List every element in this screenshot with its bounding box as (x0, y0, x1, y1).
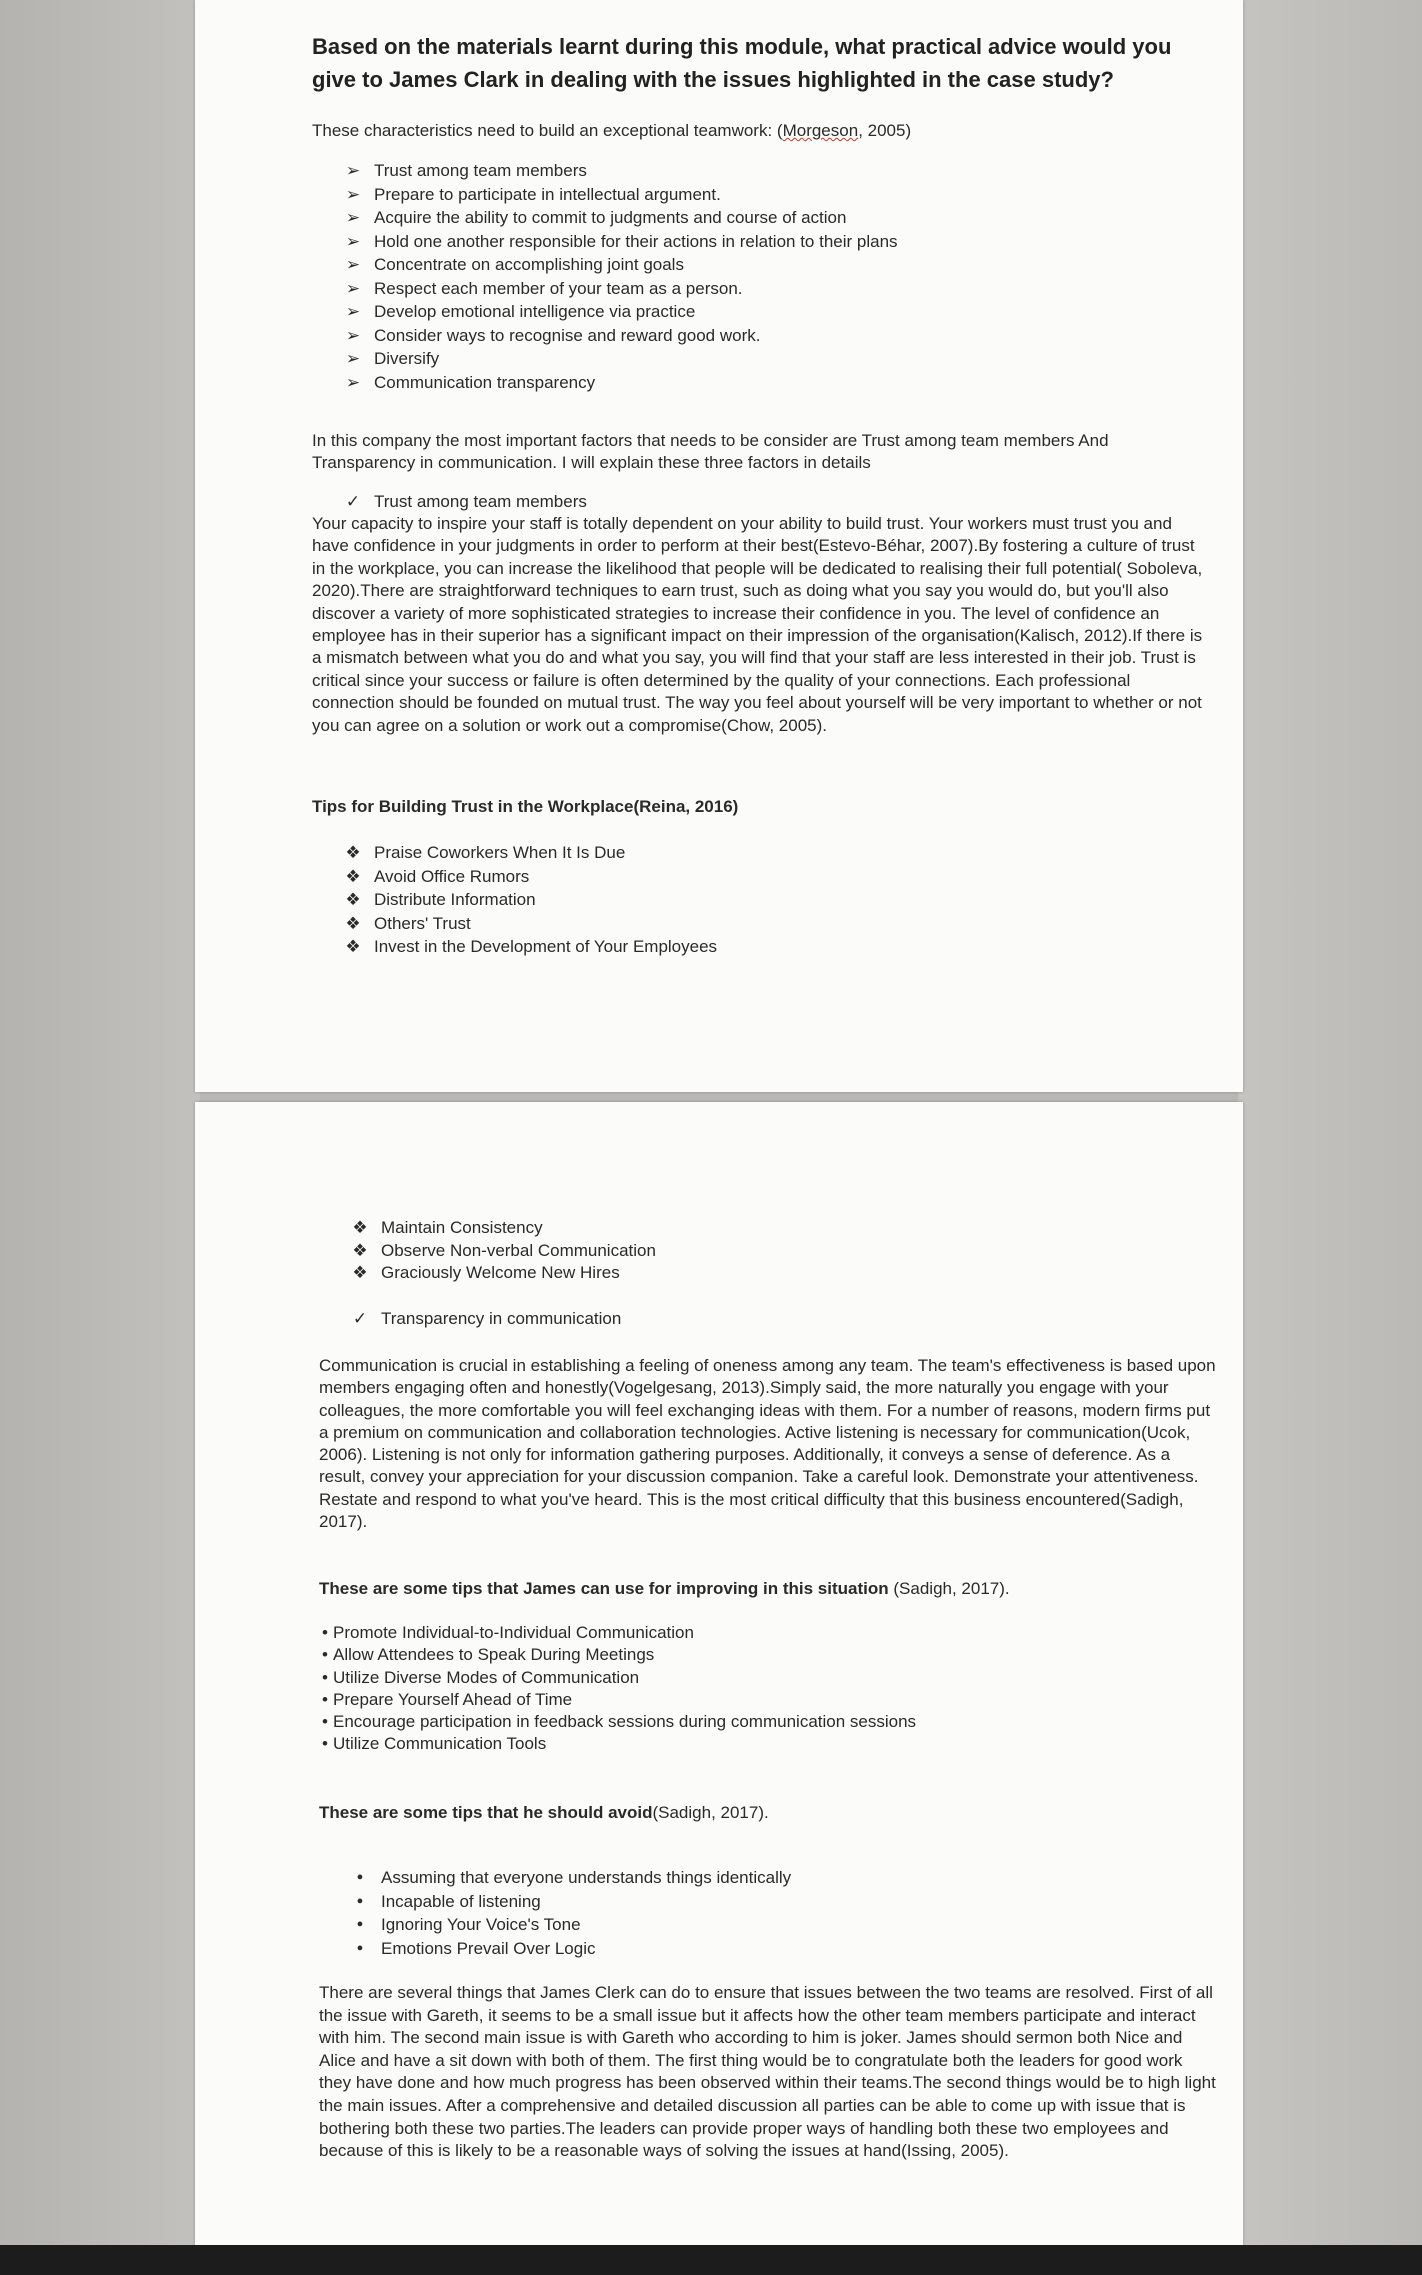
list-item: ➢ Prepare to participate in intellectual argument. (312, 183, 1212, 207)
background-right (1238, 0, 1422, 2275)
list-item: ● Emotions Prevail Over Logic (319, 1937, 1219, 1961)
document-page-2 (195, 1102, 1243, 2245)
list-item: ➢ Communication transparency (312, 371, 1212, 395)
trust-tips-list (312, 841, 1212, 959)
list-item: ➢ Trust among team members (312, 159, 1212, 183)
diamond-bullet-icon: ❖ (352, 1240, 368, 1260)
list-item: ❖ Others' Trust (312, 912, 1212, 936)
round-bullet-icon: ● (356, 1871, 364, 1883)
diamond-bullet-icon: ❖ (345, 937, 361, 956)
list-item: ❖ Avoid Office Rumors (312, 865, 1212, 889)
list-item: ● Ignoring Your Voice's Tone (319, 1913, 1219, 1937)
round-bullet-icon: ● (356, 1918, 364, 1930)
transparency-subheading: ✓ Transparency in communication (319, 1308, 1219, 1330)
bullet-icon: • (322, 1645, 328, 1665)
list-item: • Utilize Communication Tools (319, 1733, 1219, 1755)
trust-paragraph: Your capacity to inspire your staff is totally dependent on your ability to build trust. Your workers must trust you and have confidence in your judgments in order to perform at their best(Estevo-Béhar, 2007).By fostering a culture of trust in the workplace, you can increase the likelihood that people will be dedicated to realising their full potential( Soboleva, 2020).There are straightforward techniques to earn trust, such as doing what you say you would do, but you'll also discover a variety of more sophisticated strategies to increase their confidence in you. The level of confidence an employee has in their superior has a significant impact on their impression of the organisation(Kalisch, 2012).If there is a mismatch between what you do and what you say, you will find that your staff are less interested in their job. Trust is critical since your success or failure is often determined by the quality of your connections. Each professional connection should be founded on mutual trust. The way you feel about yourself will be very important to whether or not you can agree on a solution or work out a compromise(Chow, 2005). (312, 514, 1203, 735)
round-bullet-icon: ● (356, 1941, 364, 1954)
characteristics-list (312, 159, 1212, 394)
checkmark-icon: ✓ (345, 492, 361, 511)
document-page-1 (195, 0, 1243, 1092)
list-item: • Promote Individual-to-Individual Communication (319, 1622, 1219, 1644)
bullet-icon: • (322, 1667, 328, 1687)
improve-tips-heading: These are some tips that James can use for improving in this situation (Sadigh, 2017). (319, 1579, 1010, 1598)
arrow-bullet-icon: ➢ (345, 161, 361, 180)
bullet-icon: • (322, 1734, 328, 1754)
round-bullet-icon: ● (356, 1894, 364, 1907)
bullet-icon: • (322, 1689, 328, 1709)
arrow-bullet-icon: ➢ (345, 184, 361, 204)
list-item: ➢ Concentrate on accomplishing joint goals (312, 253, 1212, 277)
diamond-bullet-icon: ❖ (352, 1218, 368, 1237)
arrow-bullet-icon: ➢ (345, 255, 361, 274)
diamond-bullet-icon: ❖ (345, 913, 361, 933)
list-item: ➢ Develop emotional intelligence via practice (312, 300, 1212, 324)
list-item: ➢ Diversify (312, 347, 1212, 371)
question-heading: Based on the materials learnt during this module, what practical advice would you give to James Clark in dealing with the issues highlighted in the case study? (312, 34, 1172, 92)
factors-paragraph: In this company the most important factors that needs to be consider are Trust among team members And Transparency in communication. I will explain these three factors in details (312, 431, 1109, 472)
intro-text: These characteristics need to build an exceptional teamwork: ( (312, 121, 783, 140)
diamond-bullet-icon: ❖ (352, 1263, 368, 1282)
list-item: ❖ Invest in the Development of Your Employees (312, 935, 1212, 959)
list-item: ● Incapable of listening (319, 1890, 1219, 1914)
list-item: ❖ Graciously Welcome New Hires (319, 1262, 1219, 1285)
list-item: ❖ Distribute Information (312, 888, 1212, 912)
intro-year: , 2005) (858, 121, 912, 140)
list-item: ➢ Acquire the ability to commit to judgments and course of action (312, 206, 1212, 230)
list-item: ❖ Praise Coworkers When It Is Due (312, 841, 1212, 865)
diamond-bullet-icon: ❖ (345, 866, 361, 886)
page-heading (312, 30, 1212, 96)
list-item: • Prepare Yourself Ahead of Time (319, 1689, 1219, 1711)
arrow-bullet-icon: ➢ (345, 302, 361, 321)
arrow-bullet-icon: ➢ (345, 349, 361, 368)
list-item: • Encourage participation in feedback sessions during communication sessions (319, 1711, 1219, 1733)
list-item: • Utilize Diverse Modes of Communication (319, 1667, 1219, 1689)
list-item: ❖ Maintain Consistency (319, 1217, 1219, 1240)
trust-subheading: ✓ Trust among team members (312, 491, 1212, 513)
trust-tips-continued (319, 1217, 1219, 1285)
improve-tips-list (319, 1622, 1219, 1756)
bullet-icon: • (322, 1712, 328, 1732)
diamond-bullet-icon: ❖ (345, 843, 361, 862)
bullet-icon: • (322, 1623, 328, 1642)
list-item: ❖ Observe Non-verbal Communication (319, 1240, 1219, 1263)
trust-tips-heading: Tips for Building Trust in the Workplace(Reina, 2016) (312, 797, 739, 816)
list-item: ➢ Hold one another responsible for their actions in relation to their plans (312, 230, 1212, 254)
arrow-bullet-icon: ➢ (345, 278, 361, 298)
list-item: ➢ Consider ways to recognise and reward good work. (312, 324, 1212, 348)
bottom-edge (0, 2245, 1422, 2275)
list-item: • Allow Attendees to Speak During Meetings (319, 1644, 1219, 1666)
diamond-bullet-icon: ❖ (345, 890, 361, 909)
checkmark-icon: ✓ (352, 1309, 368, 1328)
background-left (0, 0, 200, 2275)
avoid-tips-list (319, 1866, 1219, 1960)
arrow-bullet-icon: ➢ (345, 208, 361, 227)
arrow-bullet-icon: ➢ (345, 372, 361, 392)
arrow-bullet-icon: ➢ (345, 325, 361, 345)
arrow-bullet-icon: ➢ (345, 231, 361, 251)
conclusion-paragraph: There are several things that James Clerk can do to ensure that issues between the two teams are resolved. First of all the issue with Gareth, it seems to be a small issue but it affects how the other team members participate and interact with him. The second main issue is with Gareth who according to him is joker. James should sermon both Nice and Alice and have a sit down with both of them. The first thing would be to congratulate both the leaders for good work they have done and how much progress has been observed within their teams.The second things would be to high light the main issues. After a comprehensive and detailed discussion all parties can be able to come up with issue that is bothering both these two parties.The leaders can provide proper ways of handling both these two employees and because of this is likely to be a reasonable ways of solving the issues at hand(Issing, 2005). (319, 1983, 1216, 2161)
intro-line (312, 120, 1212, 142)
list-item: ● Assuming that everyone understands things identically (319, 1866, 1219, 1890)
intro-citation: Morgeson (782, 121, 859, 140)
communication-paragraph: Communication is crucial in establishing a feeling of oneness among any team. The team's effectiveness is based upon members engaging often and honestly(Vogelgesang, 2013).Simply said, the more naturally you engage with your colleagues, the more comfortable you will feel exchanging ideas with them. For a number of reasons, modern firms put a premium on communication and collaboration technologies. Active listening is necessary for communication(Ucok, 2006). Listening is not only for information gathering purposes. Additionally, it conveys a sense of deference. As a result, convey your appreciation for your discussion companion. Take a careful look. Demonstrate your attentiveness. Restate and respond to what you've heard. This is the most critical difficulty that this business encountered(Sadigh, 2017). (319, 1356, 1216, 1532)
list-item: ➢ Respect each member of your team as a person. (312, 277, 1212, 301)
avoid-tips-heading: These are some tips that he should avoid(Sadigh, 2017). (319, 1803, 769, 1822)
